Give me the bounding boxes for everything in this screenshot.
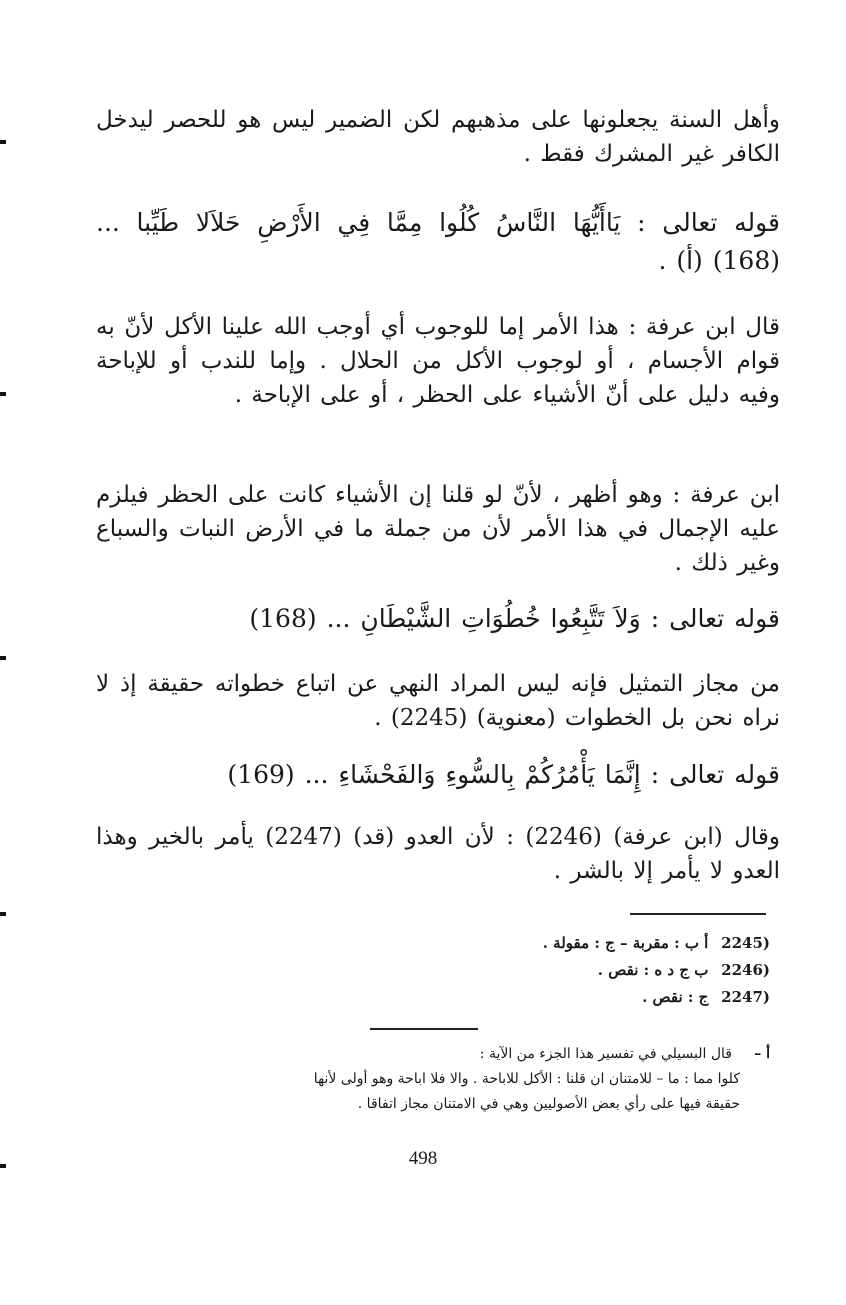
sub-footnote-marker: أ – [754,1046,770,1062]
verse-text: قوله تعالى : وَلاَ تَتَّبِعُوا خُطُوَاتِ الشَّيْطَانِ ... (168) [249,604,780,633]
paragraph-text: من مجاز التمثيل فإنه ليس المراد النهي عن اتباع خطواته حقيقة إذ لا نراه نحن بل الخطوات (معنوية) (2245) . [96,671,780,731]
body-paragraph-3 [96,310,780,412]
verse-heading-169 [96,756,780,794]
paragraph-text: قال ابن عرفة : هذا الأمر إما للوجوب أي أوجب الله علينا الأكل لأنّ به قوام الأجسام ، أو لوجوب الأكل من الحلال . وإما للندب أو للإباحة وفيه دليل على أنّ الأشياء على الحظر ، أو على الإباحة . [96,314,780,408]
margin-mark [0,392,6,396]
sub-footnote-text: قال البسيلي في تفسير هذا الجزء من الآية : [479,1046,732,1062]
footnote-2246 [300,957,770,984]
body-paragraph-8 [96,820,780,888]
footnote-number: 2246) [721,961,770,979]
sub-footnote-separator [370,1028,478,1030]
verse-text: قوله تعالى : يَاأَيُّهَا النَّاسُ كُلُوا مِمَّا فِي الأَرْضِ حَلاَلا طَيِّبا ... (168) (أ) . [96,208,780,275]
margin-mark [0,912,6,916]
sub-footnote [100,1042,770,1117]
footnote-text: ج : نقص . [642,988,709,1006]
margin-mark [0,656,6,660]
footnote-2245 [300,930,770,957]
sub-footnote-line-1 [100,1042,770,1067]
body-paragraph-4 [96,478,780,580]
page-number: 498 [408,1148,438,1169]
paragraph-text: وقال (ابن عرفة) (2246) : لأن العدو (قد) (2247) يأمر بالخير وهذا العدو لا يأمر إلا بالشر . [96,824,780,884]
sub-footnote-line-3: حقيقة فيها على رأي بعض الأصوليين وهي في الامتنان مجاز اتفاقا . [357,1096,740,1112]
verse-heading-168a [96,204,780,280]
body-paragraph-6 [96,667,780,735]
footnote-text: ب ج د ه : نقص . [597,961,709,979]
verse-heading-168b [96,600,780,638]
sub-footnote-line-2: كلوا مما : ما – للامتنان ان قلنا : الأكل للاباحة . والا فلا اباحة وهو أولى لأنها [313,1071,740,1087]
paragraph-text: ابن عرفة : وهو أظهر ، لأنّ لو قلنا إن الأشياء كانت على الحظر فيلزم عليه الإجمال في هذا الأمر لأن من جملة ما في الأرض النبات والسباع وغير ذلك . [96,482,780,576]
footnote-number: 2247) [721,988,770,1006]
footnotes [300,930,770,1011]
verse-text: قوله تعالى : إِنَّمَا يَأْمُرُكُمْ بِالسُّوءِ وَالفَحْشَاءِ ... (169) [227,760,780,789]
footnote-2247 [300,984,770,1011]
margin-mark [0,140,6,144]
footnote-separator [630,913,766,915]
footnote-number: 2245) [721,934,770,952]
body-paragraph-1 [96,103,780,171]
paragraph-text: وأهل السنة يجعلونها على مذهبهم لكن الضمير ليس هو للحصر ليدخل الكافر غير المشرك فقط . [96,107,780,167]
footnote-text: أ ب : مقربة – ج : مقولة . [542,934,709,952]
